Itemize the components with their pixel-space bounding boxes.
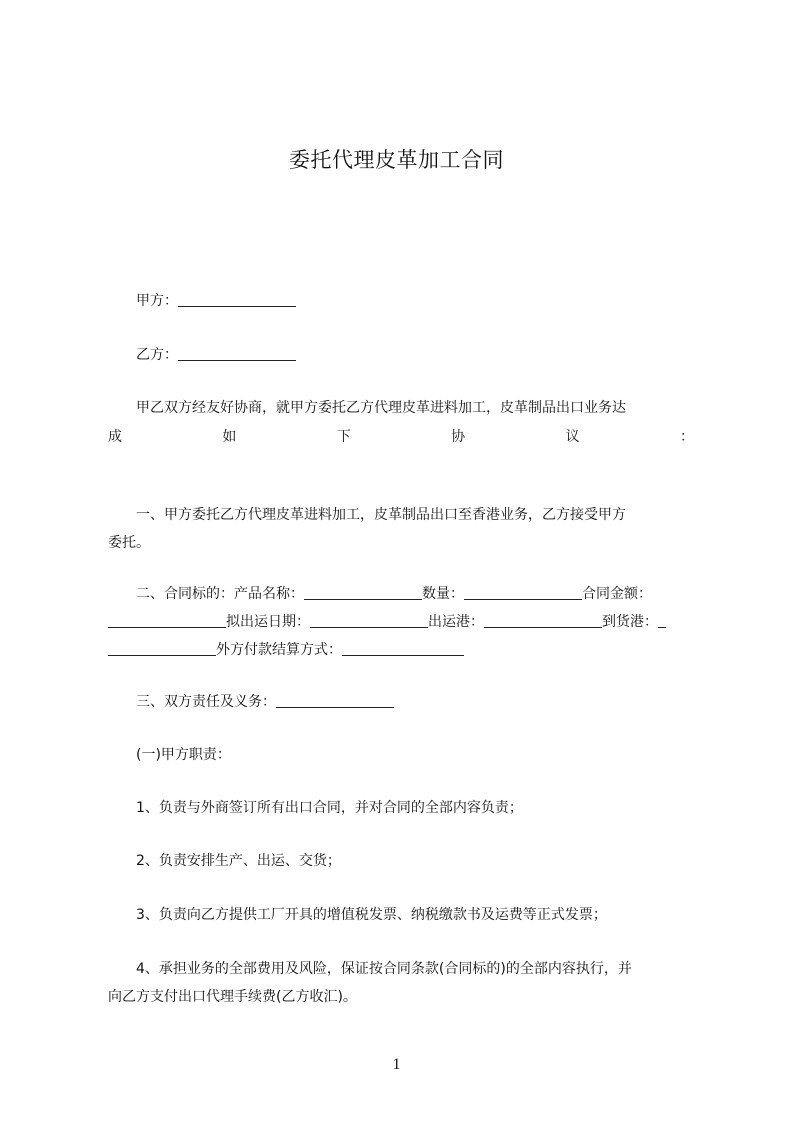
quantity-label: 数量： bbox=[422, 586, 464, 602]
duty-4-line-2: 向乙方支付出口代理手续费(乙方收汇)。 bbox=[108, 989, 357, 1005]
intro-char-6: ： bbox=[679, 429, 694, 445]
clause-1-line-2: 委托。 bbox=[108, 535, 150, 551]
quantity-blank[interactable] bbox=[464, 585, 582, 600]
contract-amount-blank[interactable] bbox=[108, 613, 226, 628]
page-number: 1 bbox=[392, 1056, 401, 1073]
clause-2-line-3 bbox=[108, 641, 464, 659]
duty-1: 1、负责与外商签订所有出口合同，并对合同的全部内容负责； bbox=[136, 800, 523, 816]
arrival-port-blank-end[interactable] bbox=[108, 641, 216, 656]
clause-3-label: 三、双方责任及义务： bbox=[136, 694, 276, 710]
clause-2-prefix: 二、合同标的：产品名称： bbox=[136, 586, 304, 602]
party-a-blank[interactable] bbox=[178, 292, 296, 307]
departure-port-label: 出运港： bbox=[428, 614, 484, 630]
party-b-line bbox=[136, 346, 296, 364]
intro-char-1: 成 bbox=[108, 429, 122, 445]
duty-4-line-1: 4、承担业务的全部费用及风险，保证按合同条款(合同标的)的全部内容执行，并 bbox=[136, 961, 632, 977]
arrival-port-blank-start[interactable] bbox=[658, 613, 666, 628]
intro-char-5: 议 bbox=[565, 429, 580, 445]
clause-2-line-1 bbox=[136, 585, 652, 603]
intro-char-3: 下 bbox=[336, 429, 351, 445]
party-a-line bbox=[136, 292, 296, 310]
clause-1-line-1: 一、甲方委托乙方代理皮革进料加工，皮革制品出口至香港业务，乙方接受甲方 bbox=[136, 507, 626, 523]
departure-port-blank[interactable] bbox=[484, 613, 602, 628]
payment-method-blank[interactable] bbox=[342, 641, 464, 656]
contract-title: 委托代理皮革加工合同 bbox=[289, 148, 504, 172]
duty-2: 2、负责安排生产、出运、交货； bbox=[136, 853, 341, 869]
ship-date-blank[interactable] bbox=[310, 613, 428, 628]
intro-paragraph-line-2 bbox=[108, 428, 694, 446]
ship-date-label: 拟出运日期： bbox=[226, 614, 310, 630]
duty-3: 3、负责向乙方提供工厂开具的增值税发票、纳税缴款书及运费等正式发票； bbox=[136, 907, 607, 923]
clause-3-line bbox=[136, 693, 394, 711]
arrival-port-label: 到货港： bbox=[602, 614, 658, 630]
party-b-label: 乙方： bbox=[136, 347, 178, 363]
party-a-label: 甲方： bbox=[136, 293, 178, 309]
intro-char-4: 协 bbox=[451, 429, 466, 445]
contract-amount-label: 合同金额： bbox=[582, 586, 652, 602]
party-b-blank[interactable] bbox=[178, 346, 296, 361]
responsibilities-blank[interactable] bbox=[276, 693, 394, 708]
party-a-duties-heading: (一)甲方职责： bbox=[136, 747, 231, 763]
payment-method-label: 外方付款结算方式： bbox=[216, 642, 342, 658]
product-name-blank[interactable] bbox=[304, 585, 422, 600]
clause-2-line-2 bbox=[108, 613, 666, 631]
intro-paragraph-line-1: 甲乙双方经友好协商，就甲方委托乙方代理皮革进料加工，皮革制品出口业务达 bbox=[136, 400, 626, 416]
intro-char-2: 如 bbox=[222, 429, 237, 445]
